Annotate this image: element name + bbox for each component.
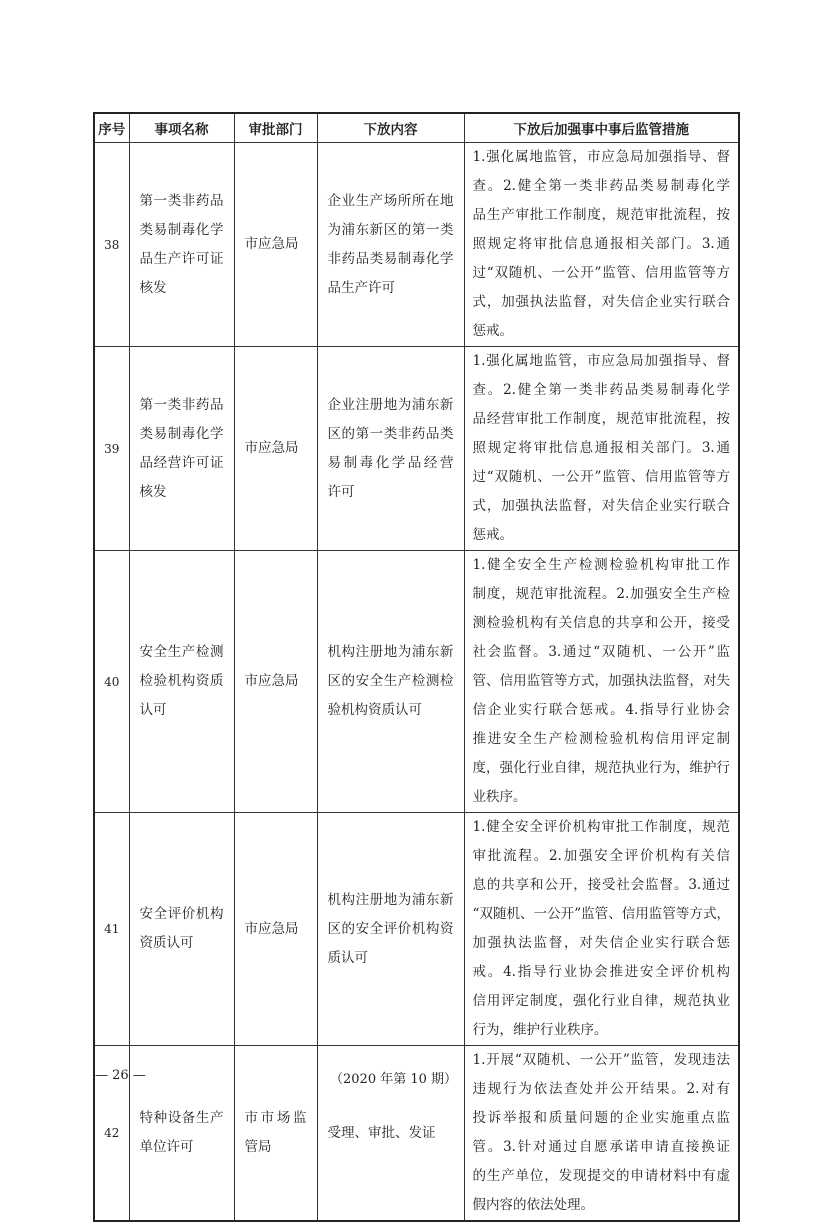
row-number: 39 — [94, 347, 129, 551]
content-line: 机构注册地为浦东新 — [327, 891, 454, 908]
measures-line: 1.开展“双随机、一公开”监管，发现违法 — [472, 1052, 730, 1068]
measures-line: 加强执法监督，对失信企业实行联合惩 — [472, 935, 730, 951]
content-line: 区的安全生产检测检 — [327, 673, 454, 689]
measures-line: 社会监督。3.通过“双随机、一公开”监 — [472, 644, 730, 660]
measures-line: 测检验机构有关信息的共享和公开，接受 — [472, 615, 730, 631]
content-line: 受理、审批、发证 — [327, 1124, 436, 1141]
measures-line: 的生产单位，发现提交的申请材料中有虚 — [472, 1168, 730, 1184]
measures-line: 式，加强执法监督，对失信企业实行联合 — [472, 498, 730, 514]
cell-department — [234, 813, 317, 1046]
measures-line: 1.强化属地监管，市应急局加强指导、督 — [472, 149, 730, 165]
item-name-line: 核发 — [139, 483, 167, 500]
regulation-table — [93, 112, 740, 1222]
item-name-line: 特种设备生产 — [139, 1110, 224, 1126]
measures-line: 惩戒。 — [472, 323, 513, 339]
header-measures: 下放后加强事中事后监管措施 — [464, 113, 739, 143]
content-line: 区的安全评价机构资 — [327, 920, 454, 937]
issue-label: （2020 年第 10 期） — [330, 1072, 458, 1087]
measures-line: 戒。4.指导行业协会推进安全评价机构 — [472, 964, 730, 980]
item-name-line: 安全生产检测 — [139, 644, 224, 660]
content-line: 品生产许可 — [327, 279, 395, 296]
measures-line: 度，强化行业自律，规范执业行为，维护行 — [472, 760, 730, 776]
row-number: 42 — [94, 1046, 129, 1222]
content-line: 非药品类易制毒化学 — [327, 250, 454, 267]
table-row — [94, 347, 739, 551]
cell-department — [234, 143, 317, 347]
table-header-row — [94, 113, 739, 143]
measures-line: 照规定将审批信息通报相关部门。3.通 — [472, 440, 730, 456]
measures-line: “双随机、一公开”监管、信用监管等方式， — [472, 906, 730, 922]
row-number: 41 — [94, 813, 129, 1046]
row-number: 38 — [94, 143, 129, 347]
department-line: 市市场监 — [244, 1110, 307, 1126]
measures-line: 推进安全生产检测检验机构信用评定制 — [472, 731, 730, 747]
item-name-line: 第一类非药品 — [139, 192, 224, 209]
measures-line: 行为，维护行业秩序。 — [472, 1022, 608, 1038]
item-name-line: 检验机构资质 — [139, 673, 224, 689]
cell-content — [317, 143, 464, 347]
content-line: 企业注册地为浦东新 — [327, 396, 454, 413]
content-line: 区的第一类非药品类 — [327, 425, 454, 442]
item-name-line: 核发 — [139, 279, 167, 296]
measures-line: 管、信用监管等方式，加强执法监督，对失 — [472, 673, 730, 689]
measures-line: 1.强化属地监管，市应急局加强指导、督 — [472, 353, 730, 369]
cell-content — [317, 347, 464, 551]
department-line: 市应急局 — [244, 673, 299, 689]
item-name-line: 类易制毒化学 — [139, 221, 224, 238]
measures-line: 查。2.健全第一类非药品类易制毒化学 — [472, 382, 730, 398]
cell-item-name — [129, 551, 234, 813]
cell-item-name — [129, 813, 234, 1046]
measures-line: 照规定将审批信息通报相关部门。3.通 — [472, 236, 730, 252]
measures-line: 1.健全安全评价机构审批工作制度，规范 — [472, 819, 730, 835]
header-no: 序号 — [94, 113, 129, 143]
measures-line: 惩戒。 — [472, 527, 513, 543]
item-name-line: 类易制毒化学 — [139, 425, 224, 442]
cell-measures — [464, 143, 739, 347]
header-department: 审批部门 — [234, 113, 317, 143]
item-name-line: 安全评价机构 — [139, 906, 224, 922]
cell-department — [234, 347, 317, 551]
content-line: 许可 — [327, 483, 355, 500]
measures-line: 过“双随机、一公开”监管、信用监管等方 — [472, 469, 730, 485]
measures-line: 品经营审批工作制度，规范审批流程，按 — [472, 411, 730, 427]
content-line: 质认可 — [327, 949, 368, 966]
measures-line: 审批流程。2.加强安全评价机构有关信 — [472, 848, 730, 864]
cell-measures — [464, 813, 739, 1046]
table-row — [94, 551, 739, 813]
header-content: 下放内容 — [317, 113, 464, 143]
item-name-line: 第一类非药品 — [139, 396, 224, 413]
item-name-line: 品生产许可证 — [139, 250, 224, 267]
cell-measures — [464, 347, 739, 551]
measures-line: 查。2.健全第一类非药品类易制毒化学 — [472, 178, 730, 194]
table-row — [94, 813, 739, 1046]
cell-content — [317, 813, 464, 1046]
item-name-line: 资质认可 — [139, 935, 194, 951]
content-line: 机构注册地为浦东新 — [327, 644, 454, 660]
item-name-line: 认可 — [139, 702, 167, 718]
measures-line: 违规行为依法查处并公开结果。2.对有 — [472, 1081, 730, 1097]
department-line: 管局 — [244, 1139, 272, 1155]
measures-line: 品生产审批工作制度，规范审批流程，按 — [472, 207, 730, 223]
cell-content — [317, 551, 464, 813]
header-item-name: 事项名称 — [129, 113, 234, 143]
measures-line: 息的共享和公开，接受社会监督。3.通过 — [472, 877, 730, 893]
measures-line: 过“双随机、一公开”监管、信用监管等方 — [472, 265, 730, 281]
department-line: 市应急局 — [244, 920, 299, 937]
measures-line: 业秩序。 — [472, 789, 527, 805]
item-name-line: 品经营许可证 — [139, 454, 224, 471]
measures-line: 管。3.针对通过自愿承诺申请直接换证 — [472, 1139, 730, 1155]
table-row — [94, 143, 739, 347]
page-number: — 26 — — [95, 1068, 146, 1083]
cell-measures — [464, 1046, 739, 1222]
item-name-line: 单位许可 — [139, 1139, 194, 1155]
cell-item-name — [129, 347, 234, 551]
cell-department — [234, 551, 317, 813]
content-line: 验机构资质认可 — [327, 702, 422, 718]
cell-department — [234, 1046, 317, 1222]
measures-line: 投诉举报和质量问题的企业实施重点监 — [472, 1110, 730, 1126]
measures-line: 1.健全安全生产检测检验机构审批工作 — [472, 557, 730, 573]
row-number: 40 — [94, 551, 129, 813]
measures-line: 信企业实行联合惩戒。4.指导行业协会 — [472, 702, 730, 718]
measures-line: 式，加强执法监督，对失信企业实行联合 — [472, 294, 730, 310]
measures-line: 信用评定制度，强化行业自律，规范执业 — [472, 993, 730, 1009]
measures-line: 制度，规范审批流程。2.加强安全生产检 — [472, 586, 730, 602]
cell-item-name — [129, 143, 234, 347]
content-line: 易制毒化学品经营 — [327, 454, 454, 471]
measures-line: 假内容的依法处理。 — [472, 1197, 594, 1213]
department-line: 市应急局 — [244, 236, 299, 252]
department-line: 市应急局 — [244, 440, 299, 456]
content-line: 企业生产场所所在地 — [327, 192, 454, 209]
content-line: 为浦东新区的第一类 — [327, 221, 454, 238]
cell-measures — [464, 551, 739, 813]
